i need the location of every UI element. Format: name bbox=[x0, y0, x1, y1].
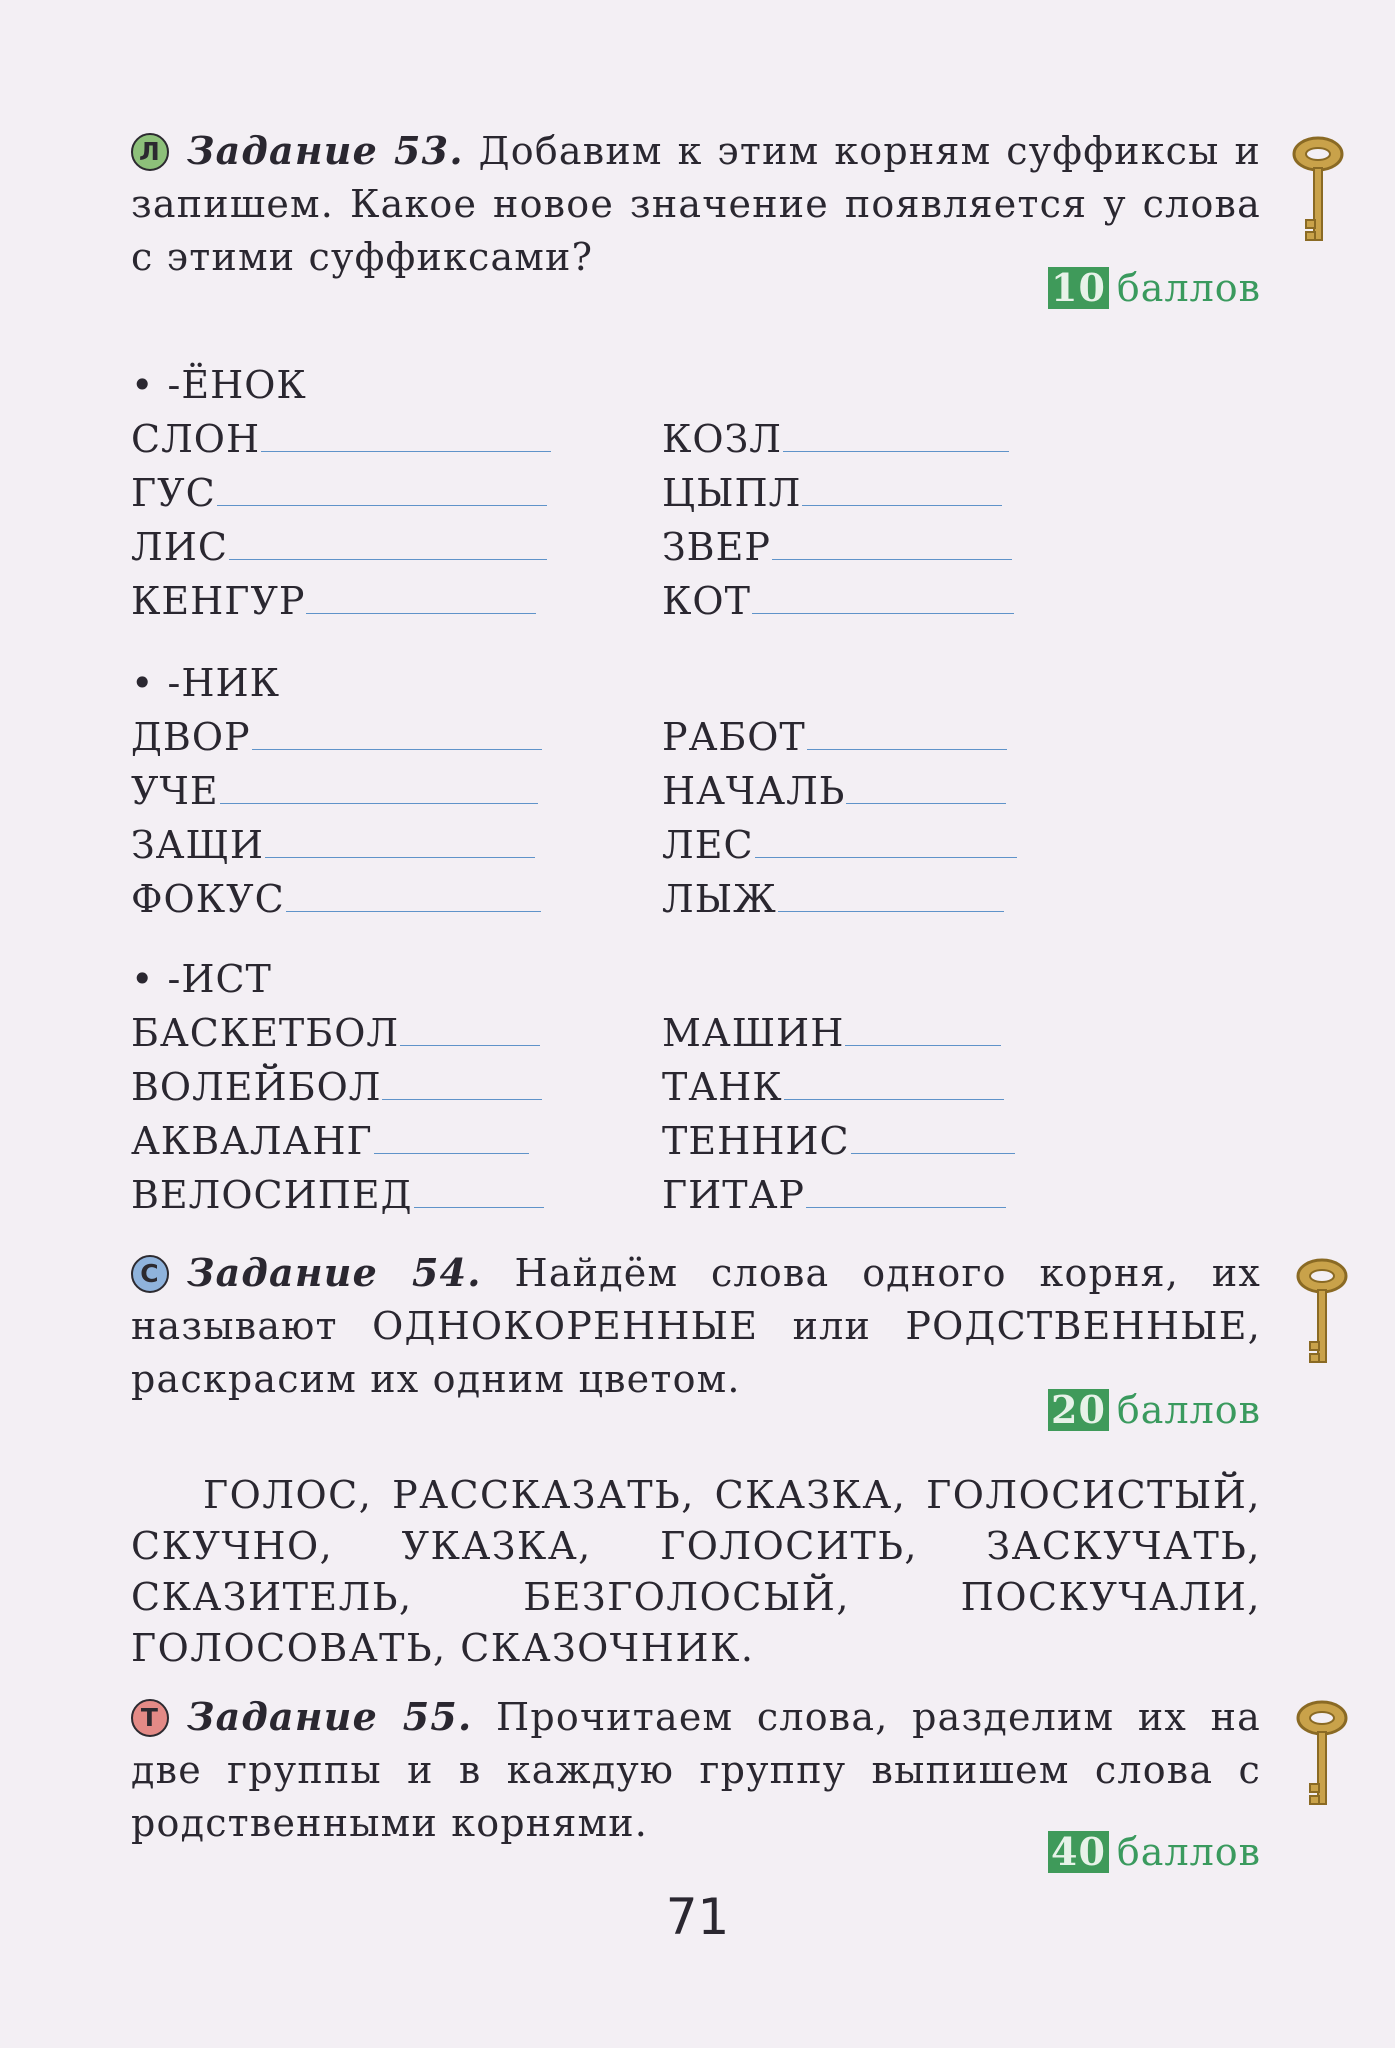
task-53 bbox=[131, 124, 1262, 310]
key-icon bbox=[1292, 1696, 1352, 1816]
answer-blank[interactable] bbox=[220, 773, 538, 804]
word-row: БАСКЕТБОЛ bbox=[131, 1011, 540, 1055]
suffix-title: • -ИСТ bbox=[131, 957, 272, 1001]
word-row: КЕНГУР bbox=[131, 579, 536, 623]
answer-blank[interactable] bbox=[265, 827, 535, 858]
answer-blank[interactable] bbox=[382, 1069, 542, 1100]
points-number: 40 bbox=[1048, 1831, 1109, 1873]
answer-blank[interactable] bbox=[400, 1015, 540, 1046]
word-row: ФОКУС bbox=[131, 877, 541, 921]
word-row: ЛЫЖ bbox=[662, 877, 1004, 921]
word-row: ВЕЛОСИПЕД bbox=[131, 1173, 544, 1217]
task-text: Прочитаем слова, разделим их на две группы и в каждую группу выпишем слова с родственными корнями. bbox=[131, 1695, 1261, 1845]
key-icon bbox=[1292, 1254, 1352, 1374]
level-badge-l: Л bbox=[131, 133, 169, 171]
answer-blank[interactable] bbox=[414, 1177, 544, 1208]
answer-blank[interactable] bbox=[783, 421, 1009, 452]
points-label: баллов bbox=[1116, 1388, 1261, 1432]
word-row: ЗВЕР bbox=[662, 525, 1012, 569]
task-text: Найдём слова одного корня, их называют ОДНОКОРЕННЫЕ или РОДСТВЕННЫЕ, раскрасим их одним цветом. bbox=[131, 1251, 1262, 1401]
answer-blank[interactable] bbox=[846, 773, 1006, 804]
level-badge-t: Т bbox=[131, 1699, 169, 1737]
word-row: АКВАЛАНГ bbox=[131, 1119, 529, 1163]
word-row: КОТ bbox=[662, 579, 1014, 623]
answer-blank[interactable] bbox=[784, 1069, 1004, 1100]
task-54 bbox=[131, 1246, 1262, 1432]
word-row: ДВОР bbox=[131, 715, 542, 759]
points bbox=[1048, 266, 1261, 310]
suffix-title: • -НИК bbox=[131, 661, 281, 705]
answer-blank[interactable] bbox=[752, 583, 1014, 614]
points-number: 10 bbox=[1048, 267, 1109, 309]
task-55 bbox=[131, 1690, 1261, 1874]
word-row: ТАНК bbox=[662, 1065, 1004, 1109]
word-row: ЦЫПЛ bbox=[662, 471, 1002, 515]
answer-blank[interactable] bbox=[802, 475, 1002, 506]
word-row: НАЧАЛЬ bbox=[662, 769, 1006, 813]
points-number: 20 bbox=[1048, 1389, 1109, 1431]
word-row: МАШИН bbox=[662, 1011, 1001, 1055]
task-label: Задание 55. bbox=[187, 1694, 473, 1739]
answer-blank[interactable] bbox=[772, 529, 1012, 560]
points-label: баллов bbox=[1116, 266, 1261, 310]
answer-blank[interactable] bbox=[807, 719, 1007, 750]
answer-blank[interactable] bbox=[286, 881, 541, 912]
word-row: ВОЛЕЙБОЛ bbox=[131, 1065, 542, 1109]
answer-blank[interactable] bbox=[755, 827, 1017, 858]
word-list: ГОЛОС, РАССКАЗАТЬ, СКАЗКА, ГОЛОСИСТЫЙ, СКУЧНО, УКАЗКА, ГОЛОСИТЬ, ЗАСКУЧАТЬ, СКАЗИТЕЛЬ, БЕЗГОЛОСЫЙ, ПОСКУЧАЛИ, ГОЛОСОВАТЬ, СКАЗОЧНИК. bbox=[131, 1473, 1261, 1670]
word-row: ЛИС bbox=[131, 525, 547, 569]
answer-blank[interactable] bbox=[252, 719, 542, 750]
word-row: ГУС bbox=[131, 471, 547, 515]
level-badge-s: С bbox=[131, 1255, 169, 1293]
task-text: Добавим к этим корням суффиксы и запишем. Какое новое значение появляется у слова с этими суффиксами? bbox=[131, 129, 1262, 279]
task-label: Задание 53. bbox=[187, 128, 464, 173]
points bbox=[1048, 1830, 1261, 1874]
points-label: баллов bbox=[1116, 1830, 1261, 1874]
answer-blank[interactable] bbox=[851, 1123, 1015, 1154]
word-row: ЗАЩИ bbox=[131, 823, 535, 867]
task-label: Задание 54. bbox=[187, 1250, 482, 1295]
word-row: ГИТАР bbox=[662, 1173, 1006, 1217]
answer-blank[interactable] bbox=[217, 475, 547, 506]
answer-blank[interactable] bbox=[261, 421, 551, 452]
word-row: ЛЕС bbox=[662, 823, 1017, 867]
answer-blank[interactable] bbox=[806, 1177, 1006, 1208]
suffix-title: • -ЁНОК bbox=[131, 363, 307, 407]
word-row: СЛОН bbox=[131, 417, 551, 461]
word-row: УЧЕ bbox=[131, 769, 538, 813]
answer-blank[interactable] bbox=[306, 583, 536, 614]
answer-blank[interactable] bbox=[778, 881, 1004, 912]
word-row: ТЕННИС bbox=[662, 1119, 1015, 1163]
key-icon bbox=[1288, 132, 1348, 252]
answer-blank[interactable] bbox=[374, 1123, 529, 1154]
answer-blank[interactable] bbox=[845, 1015, 1001, 1046]
points bbox=[1048, 1388, 1261, 1432]
word-row: РАБОТ bbox=[662, 715, 1007, 759]
page-number: 71 bbox=[665, 1888, 730, 1946]
answer-blank[interactable] bbox=[229, 529, 547, 560]
word-row: КОЗЛ bbox=[662, 417, 1009, 461]
